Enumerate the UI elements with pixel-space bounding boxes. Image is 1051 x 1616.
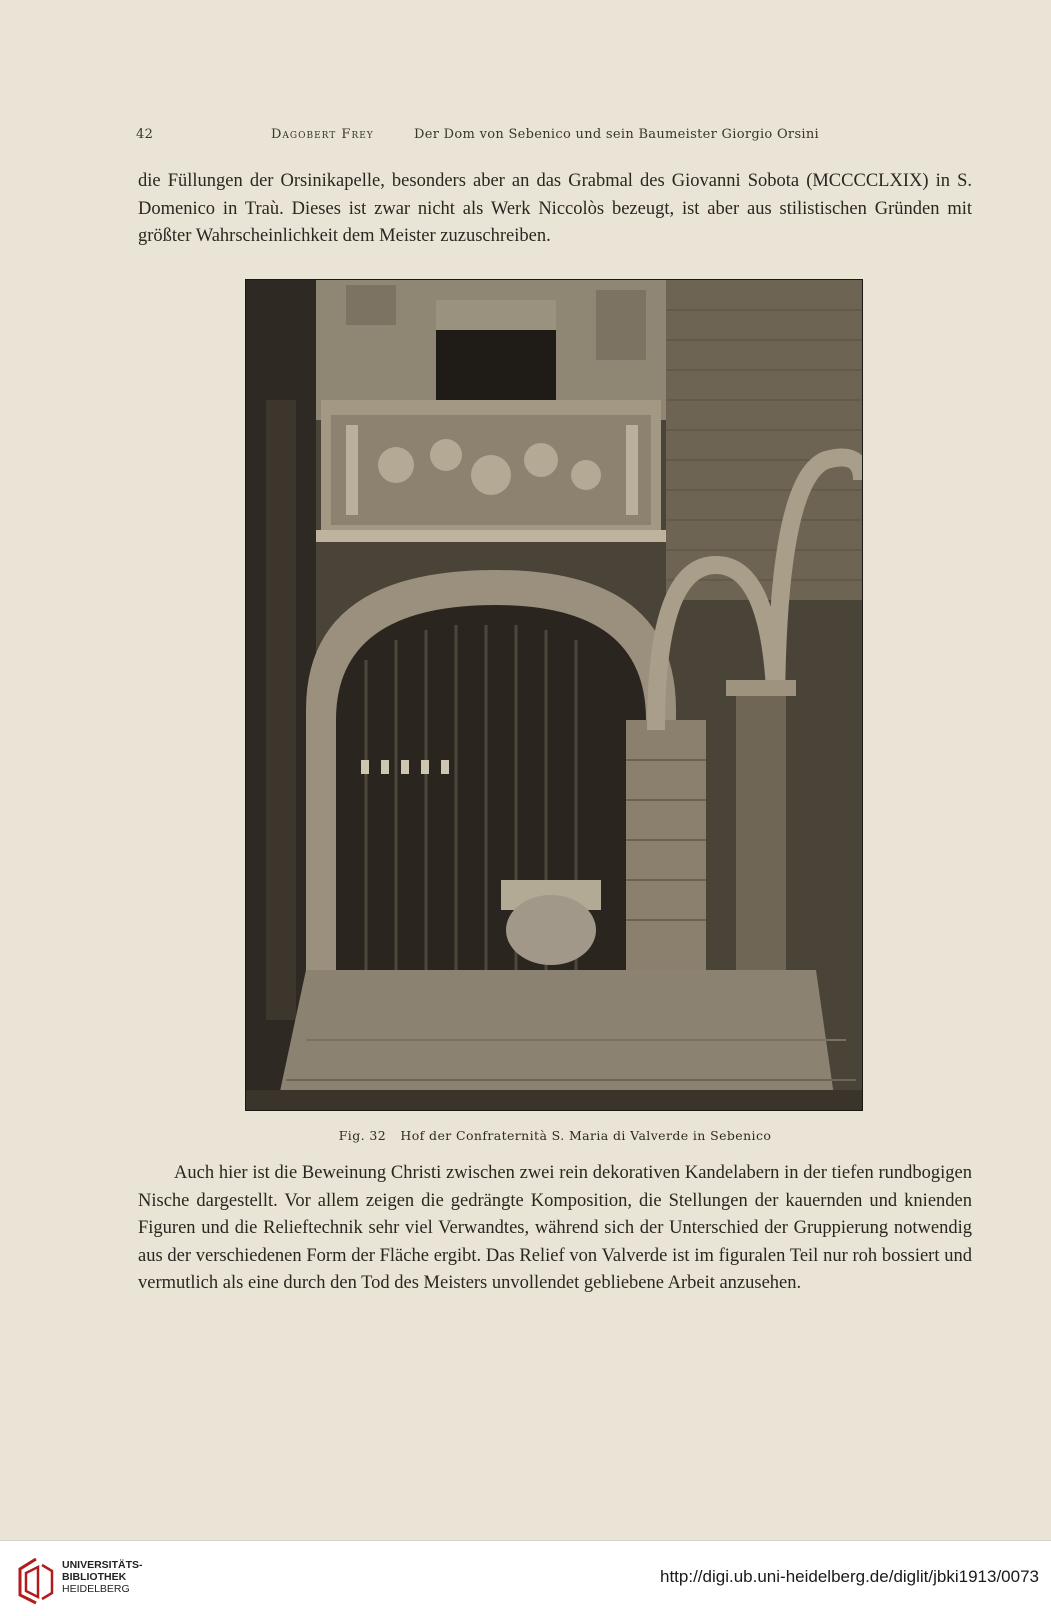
library-name-line3: HEIDELBERG xyxy=(62,1583,130,1595)
running-head-title: Der Dom von Sebenico und sein Baumeister Giorgio Orsini xyxy=(414,127,820,142)
paragraph-bottom: Auch hier ist die Beweinung Christi zwischen zwei rein dekorativen Kandelabern in der tiefen rundbogigen Nische dargestellt. Vor allem zeigen die gedrängte Komposition, die Stellungen der kauernden und knienden Figuren und die Relieftechnik sehr viel Verwandtes, während sich der Unterschied der Gruppierung notwendig aus der verschiedenen Form der Fläche ergibt. Das Relief von Valverde ist im figuralen Teil nur roh bossiert und vermutlich als eine durch den Tod des Meisters unvollendet gebliebene Arbeit anzusehen. xyxy=(138,1163,972,1293)
library-logo-icon xyxy=(14,1555,58,1605)
page-number: 42 xyxy=(136,127,154,142)
footer-bar xyxy=(0,1540,1051,1616)
permalink-url[interactable]: http://digi.ub.uni-heidelberg.de/diglit/jbki1913/0073 xyxy=(660,1567,1039,1586)
library-name-line1: UNIVERSITÄTS- xyxy=(62,1559,143,1571)
figure-caption xyxy=(138,1128,972,1143)
paragraph-top: die Füllungen der Orsinikapelle, besonders aber an das Grabmal des Giovanni Sobota (MCCCCLXIX) in S. Domenico in Traù. Dieses ist zwar nicht als Werk Niccolòs bezeugt, ist aber aus stilistischen Gründen mit größter Wahrscheinlichkeit dem Meister zuzuschreiben. xyxy=(138,171,972,246)
library-name xyxy=(62,1559,143,1595)
figure-caption-text: Hof der Confraternità S. Maria di Valverde in Sebenico xyxy=(400,1128,772,1143)
library-name-line2: BIBLIOTHEK xyxy=(62,1571,127,1583)
running-head xyxy=(136,127,976,149)
running-head-author: Dagobert Frey xyxy=(271,127,374,142)
figure-number: Fig. 32 xyxy=(338,1128,387,1143)
courtyard-photograph xyxy=(245,279,863,1111)
